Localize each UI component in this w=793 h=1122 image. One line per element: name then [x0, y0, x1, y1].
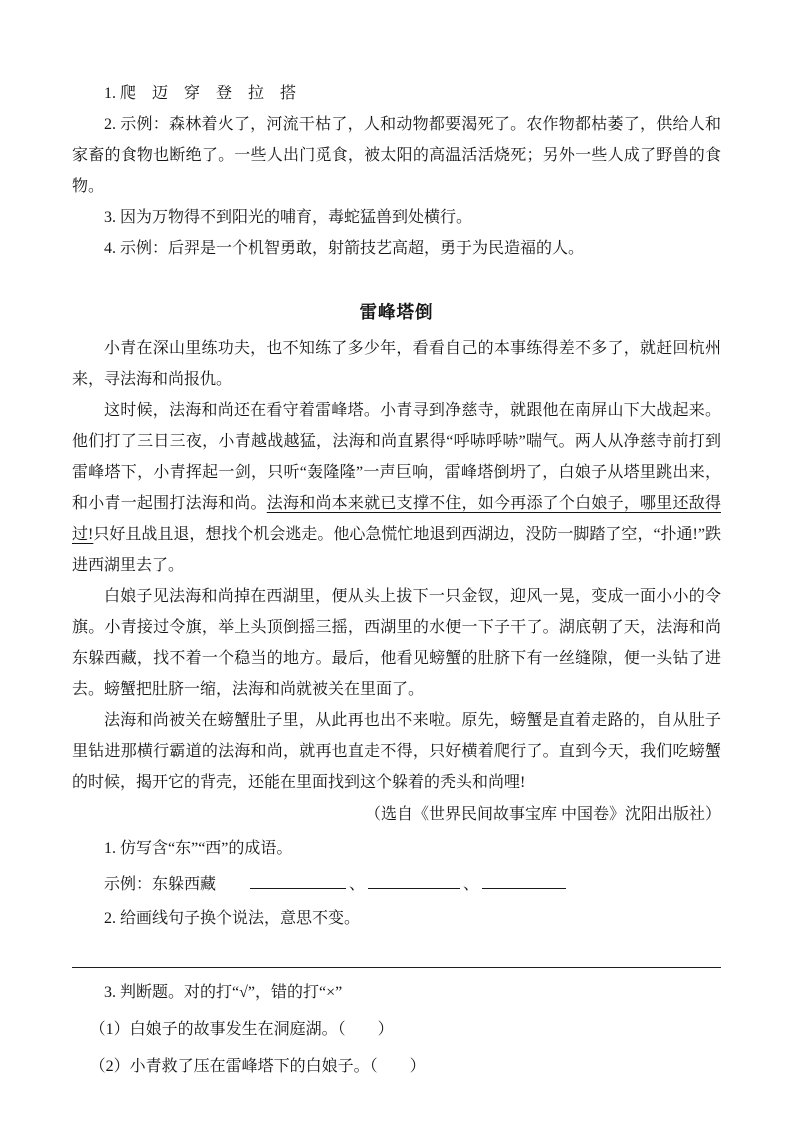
- answer-blank-2: [368, 873, 460, 889]
- question-1-label: 1. 仿写含“东”“西”的成语。: [104, 840, 293, 857]
- passage-paragraph-2: [72, 395, 721, 581]
- underlined-sentence: 法海和尚本来就已支撑不住，如今再添了个白娘子，哪里还敌得过!: [72, 495, 721, 543]
- blank-separator: 、: [349, 876, 366, 893]
- questions-section: [72, 833, 721, 1082]
- answer-item-2: 2. 示例：森林着火了，河流干枯了，人和动物都要渴死了。农作物都枯萎了，供给人和家畜的食物也断绝了。一些人出门觅食，被太阳的高温活活烧死；另外一些人成了野兽的食物。: [72, 116, 721, 195]
- passage-body: [72, 333, 721, 830]
- question-3-item-2: （2）小青救了压在雷峰塔下的白娘子。（ ）: [89, 1058, 426, 1075]
- question-1-example: 示例：东躲西藏: [104, 876, 217, 893]
- answer-blank-1: [250, 873, 346, 889]
- question-3-label: 3. 判断题。对的打“√”，错的打“×”: [104, 984, 343, 1001]
- blank-separator: 、: [463, 876, 480, 893]
- passage-paragraph-4: 法海和尚被关在螃蟹肚子里，从此再也出不来啦。原先，螃蟹是直着走路的，自从肚子里钻进那横行霸道的法海和尚，就再也直走不得，只好横着爬行了。直到今天，我们吃螃蟹的时候，揭开它的背壳，还能在里面找到这个躲着的秃头和尚哩!: [72, 712, 721, 791]
- question-3-item-1: （1）白娘子的故事发生在洞庭湖。（ ）: [89, 1021, 394, 1038]
- answer-item-3: 3. 因为万物得不到阳光的哺育，毒蛇猛兽到处横行。: [104, 209, 473, 226]
- question-1-example-row: [72, 869, 721, 900]
- answers-section: [72, 78, 721, 264]
- answer-item-1: 1. 爬 迈 穿 登 拉 搭: [104, 85, 297, 102]
- answer-blank-3: [482, 873, 566, 889]
- passage-paragraph-1: 小青在深山里练功夫，也不知练了多少年，看看自己的本事练得差不多了，就赶回杭州来，寻法海和尚报仇。: [72, 340, 721, 388]
- question-2-label: 2. 给画线句子换个说法，意思不变。: [104, 910, 361, 927]
- answer-line: [72, 967, 721, 968]
- paragraph-2-after: 只好且战且退，想找个机会逃走。他心急慌忙地退到西湖边，没防一脚踏了空，“扑通!”跌进西湖里去了。: [72, 526, 721, 574]
- passage-paragraph-3: 白娘子见法海和尚掉在西湖里，便从头上拔下一只金钗，迎风一晃，变成一面小小的令旗。小青接过令旗，举上头顶倒摇三摇，西湖里的水便一下子干了。湖底朝了天，法海和尚东躲西藏，找不着一个稳当的地方。最后，他看见螃蟹的肚脐下有一丝缝隙，便一头钻了进去。螃蟹把肚脐一缩，法海和尚就被关在里面了。: [72, 588, 721, 698]
- passage-title: 雷峰塔倒: [359, 302, 434, 322]
- paragraph-2-before: 这时候，法海和尚还在看守着雷峰塔。小青寻到净慈寺，就跟他在南屏山下大战起来。他们打了三日三夜，小青越战越猛，法海和尚直累得“呼哧呼哧”喘气。两人从净慈寺前打到雷峰塔下，小青挥起一剑，只听“轰隆隆”一声巨响，雷峰塔倒坍了，白娘子从塔里跳出来，和小青一起围打法海和尚。: [72, 402, 721, 512]
- source-attribution: （选自《世界民间故事宝库 中国卷》沈阳出版社）: [364, 806, 721, 823]
- answer-item-4: 4. 示例：后羿是一个机智勇敢，射箭技艺高超，勇于为民造福的人。: [104, 240, 585, 257]
